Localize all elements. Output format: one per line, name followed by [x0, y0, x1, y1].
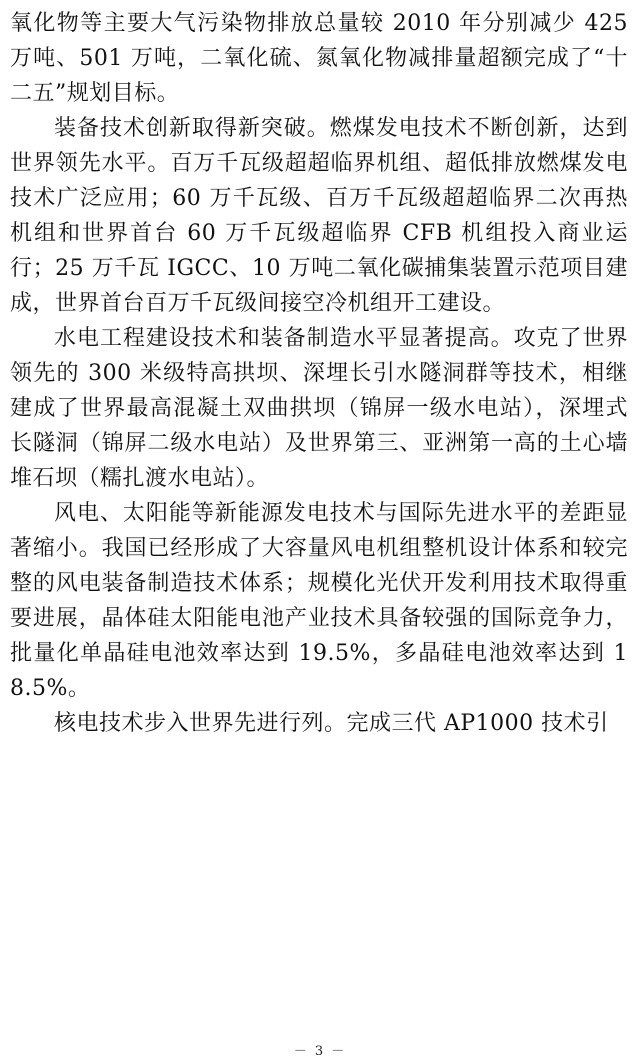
- paragraph-equipment-tech: 装备技术创新取得新突破。燃煤发电技术不断创新，达到世界领先水平。百万千瓦级超超临界机组、超低排放燃煤发电技术广泛应用；60 万千瓦级、百万千瓦级超超临界二次再热机组和世界首台 60 万千瓦级超临界 CFB 机组投入商业运行；25 万千瓦 IGCC、10 万吨二氧化碳捕集装置示范项目建成，世界首台百万千瓦级间接空冷机组开工建设。: [10, 116, 628, 316]
- page-number: － 3 －: [293, 1044, 347, 1059]
- paragraph-emissions: 氧化物等主要大气污染物排放总量较 2010 年分别减少 425 万吨、501 万吨，二氧化硫、氮氧化物减排量超额完成了“十二五”规划目标。: [10, 11, 628, 106]
- paragraph-new-energy: 风电、太阳能等新能源发电技术与国际先进水平的差距显著缩小。我国已经形成了大容量风电机组整机设计体系和较完整的风电装备制造技术体系；规模化光伏开发利用技术取得重要进展，晶体硅太阳能电池产业技术具备较强的国际竞争力，批量化单晶硅电池效率达到 19.5%，多晶硅电池效率达到 18.5%。: [10, 501, 628, 701]
- document-body: [10, 6, 628, 741]
- paragraph-nuclear: 核电技术步入世界先进行列。完成三代 AP1000 技术引: [54, 711, 609, 736]
- paragraph-hydropower: 水电工程建设技术和装备制造水平显著提高。攻克了世界领先的 300 米级特高拱坝、深埋长引水隧洞群等技术，相继建成了世界最高混凝土双曲拱坝（锦屏一级水电站），深埋式长隧洞（锦屏二级水电站）及世界第三、亚洲第一高的土心墙堆石坝（糯扎渡水电站）。: [10, 326, 628, 491]
